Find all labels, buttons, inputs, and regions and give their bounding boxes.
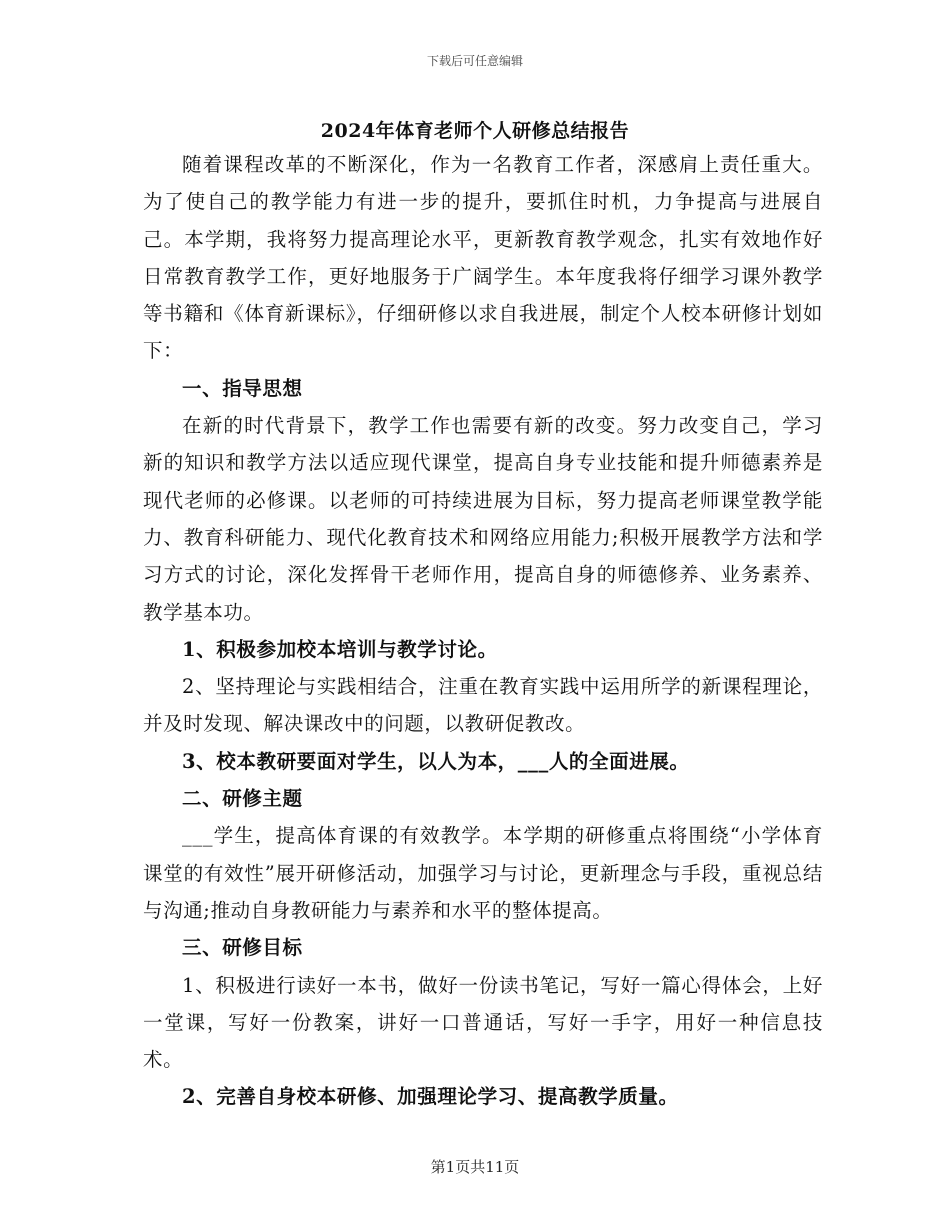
list-item-2: 2、坚持理论与实践相结合，注重在教育实践中运用所学的新课程理论，并及时发现、解决课改中的问题，以教研促教改。 bbox=[143, 675, 823, 736]
goal-item-1: 1、积极进行读好一本书，做好一份读书笔记，写好一篇心得体会，上好一堂课，写好一份教案，讲好一口普通话，写好一手字，用好一种信息技术。 bbox=[143, 973, 823, 1072]
guiding-thought-paragraph: 在新的时代背景下，教学工作也需要有新的改变。努力改变自己，学习新的知识和教学方法以适应现代课堂，提高自身专业技能和提升师德素养是现代老师的必修课。以老师的可持续进展为目标，努力提高老师课堂教学能力、教育科研能力、现代化教育技术和网络应用能力;积极开展教学方法和学习方式的讨论，深化发挥骨干老师作用，提高自身的师德修养、业务素养、教学基本功。 bbox=[143, 414, 823, 624]
research-theme-paragraph: ___学生，提高体育课的有效教学。本学期的研修重点将围绕“小学体育课堂的有效性”展开研修活动，加强学习与讨论，更新理念与手段，重视总结与沟通;推动自身教研能力与素养和水平的整体提高。 bbox=[143, 824, 823, 922]
intro-paragraph: 随着课程改革的不断深化，作为一名教育工作者，深感肩上责任重大。为了使自己的教学能力有进一步的提升，要抓住时机，力争提高与进展自己。本学期，我将努力提高理论水平，更新教育教学观念，扎实有效地作好日常教育教学工作，更好地服务于广阔学生。本年度我将仔细学习课外教学等书籍和《体育新课标》，仔细研修以求自我进展，制定个人校本研修计划如下： bbox=[143, 153, 823, 363]
section-heading-research-theme: 二、研修主题 bbox=[182, 787, 303, 811]
goal-item-2: 2、完善自身校本研修、加强理论学习、提高教学质量。 bbox=[182, 1085, 679, 1109]
list-item-3: 3、校本教研要面对学生，以人为本，___人的全面进展。 bbox=[182, 749, 690, 773]
page-header: 下载后可任意编辑 bbox=[426, 54, 523, 68]
document-body bbox=[143, 146, 823, 1116]
page-number: 第1页共11页 bbox=[430, 1158, 520, 1176]
section-heading-research-goals: 三、研修目标 bbox=[182, 936, 303, 960]
list-item-1: 1、积极参加校本培训与教学讨论。 bbox=[182, 637, 498, 661]
section-heading-guiding-thought: 一、指导思想 bbox=[182, 376, 303, 400]
document-title: 2024年体育老师个人研修总结报告 bbox=[320, 120, 630, 142]
